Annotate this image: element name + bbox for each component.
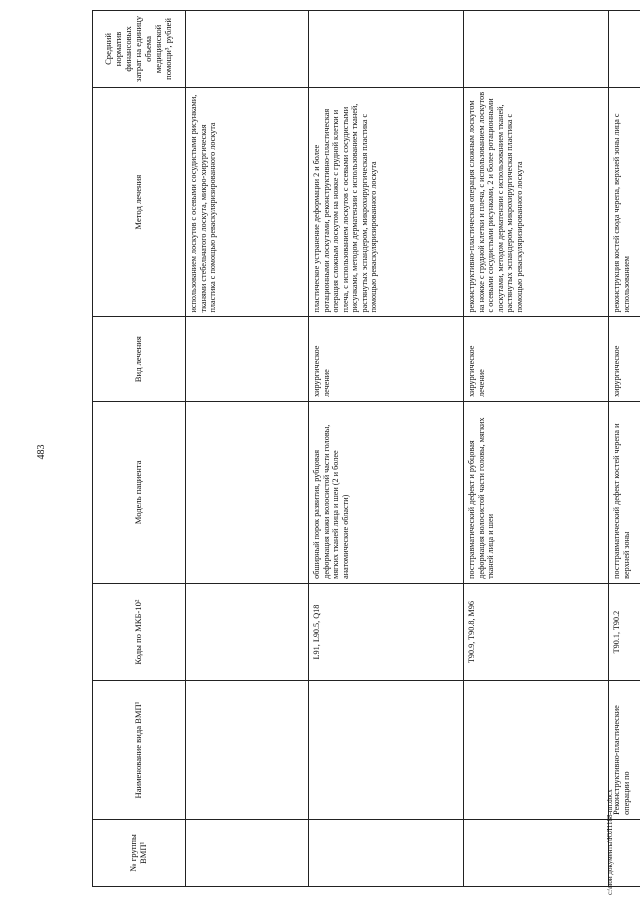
cell-group (309, 819, 464, 886)
cell-name: Реконструктивно-пластические операции по (609, 681, 640, 820)
footer-file-path: c:\мои документы\ЮЛ1188-пп.docx (606, 789, 614, 895)
cell-group (464, 819, 609, 886)
cell-method: реконструкция костей свода черепа, верхней зоны лица с использованием (609, 87, 640, 317)
table-row (464, 11, 609, 887)
table-row (609, 11, 640, 887)
cell-method: реконструктивно-пластическая операция сложным лоскутом на ножке с грудной клетки и плеча, с использованием лоскутов с осевыми сосудистыми рисунками, 2 и более ротационными лоскутами, методом дерматензии с использованием тканей, растянутых эспандером, микрохирургическая пластика с помощью реваскуляризированного лоскута (464, 87, 609, 317)
cell-name (309, 681, 464, 820)
header-model: Модель пациента (93, 401, 186, 583)
header-name: Наименование вида ВМП¹ (93, 681, 186, 820)
cell-name (464, 681, 609, 820)
cell-method: пластическое устранение деформации 2 и более ротационными лоскутами, реконструктивно-пластическая операция сложным лоскутом на ножке с грудной клетки и плеча, с использованием лоскутов с осевыми сосудистыми рисунками, методом дерматензии с использованием тканей, растянутых эспандером, микрохирургическая пластика с помощью реваскуляризированного лоскута (309, 87, 464, 317)
cell-group (186, 819, 309, 886)
header-codes: Коды по МКБ-10² (93, 583, 186, 680)
cell-cost (464, 11, 609, 88)
cell-treatment-type: хирургическое лечение (309, 317, 464, 401)
header-treatment-type: Вид лечения (93, 317, 186, 401)
header-cost: Средний норматив финансовых затрат на единицу объема медицинской помощи³, рублей (93, 11, 186, 88)
cell-cost (309, 11, 464, 88)
cell-treatment-type: хирургическое лечение (464, 317, 609, 401)
cell-cost (609, 11, 640, 88)
header-group: № группы ВМП¹ (93, 819, 186, 886)
treatment-table (92, 10, 640, 887)
cell-codes: L91, L90.5, Q18 (309, 583, 464, 680)
cell-treatment-type (186, 317, 309, 401)
table-header-row (93, 11, 186, 887)
table-row (186, 11, 309, 887)
cell-model: посттравматический дефект и рубцовая деформация волосистой части головы, мягких тканей лица и шеи (464, 401, 609, 583)
page-number: 483 (36, 444, 47, 460)
cell-method: использованием лоскутов с осевыми сосудистыми рисунками, тканями стебельчатого лоскута, микро-хирургическая пластика с помощью реваскуляризированного лоскута (186, 87, 309, 317)
cell-codes: T90.1, T90.2 (609, 583, 640, 680)
header-method: Метод лечения (93, 87, 186, 317)
cell-name (186, 681, 309, 820)
cell-model (186, 401, 309, 583)
cell-codes (186, 583, 309, 680)
cell-treatment-type: хирургическое (609, 317, 640, 401)
table-row (309, 11, 464, 887)
cell-cost (186, 11, 309, 88)
cell-model: посттравматический дефект костей черепа и верхней зоны (609, 401, 640, 583)
cell-model: обширный порок развития, рубцовая деформация кожи волосистой части головы, мягких тканей лица и шеи (2 и более анатомические области) (309, 401, 464, 583)
cell-codes: T90.9, T90.8, M96 (464, 583, 609, 680)
